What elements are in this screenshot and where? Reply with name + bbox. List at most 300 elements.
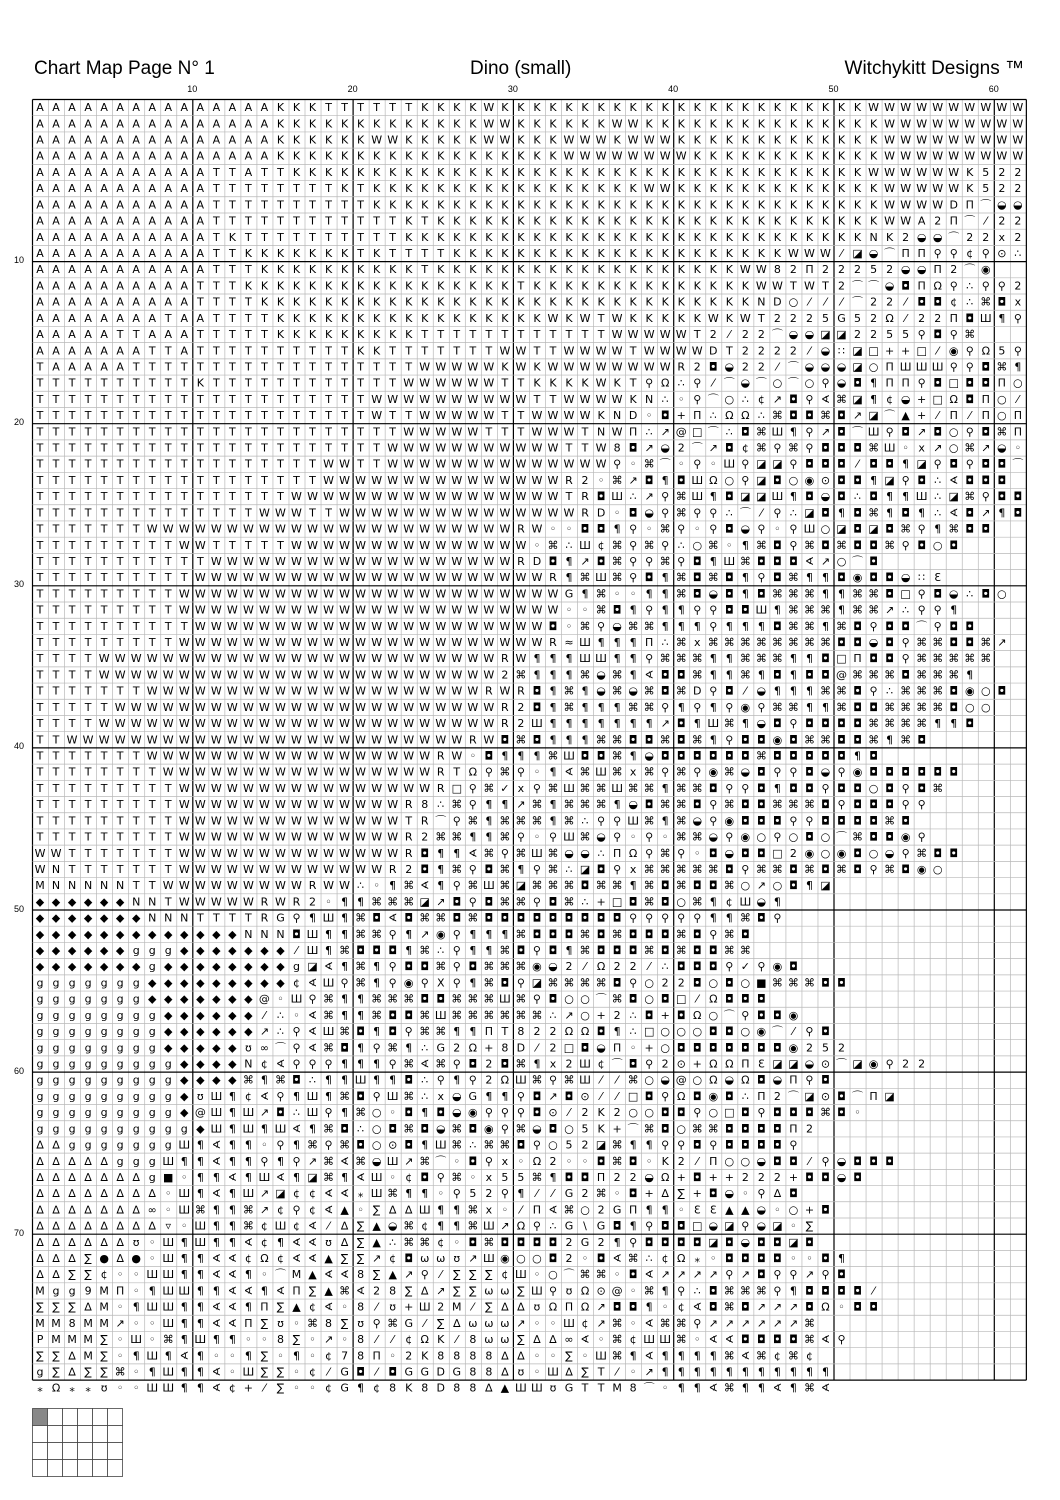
grid-cell-symbol: ⌘ <box>531 879 542 892</box>
grid-cell-symbol: T <box>388 409 396 422</box>
grid-cell-symbol: ¶ <box>485 944 492 957</box>
grid-cell-symbol: A <box>84 117 92 130</box>
grid-cell-symbol: ¶ <box>517 750 524 763</box>
grid-cell-symbol: K <box>421 296 429 309</box>
grid-cell-symbol: ¶ <box>662 1203 669 1216</box>
grid-cell-symbol: T <box>581 328 589 341</box>
grid-cell-symbol: ⌘ <box>612 993 623 1006</box>
grid-cell-symbol: Ш <box>772 425 784 438</box>
grid-cell-symbol: T <box>308 231 316 244</box>
grid-cell-symbol: W <box>499 490 510 503</box>
grid-cell-symbol: ⌘ <box>676 490 687 503</box>
grid-cell-symbol: K <box>581 263 589 276</box>
grid-cell-symbol: ◘ <box>629 944 638 957</box>
grid-cell-symbol: ◘ <box>821 863 830 876</box>
grid-cell-symbol: K <box>613 296 621 309</box>
grid-cell-symbol: g <box>149 1171 156 1184</box>
grid-cell-symbol: ʊ <box>518 1365 525 1378</box>
grid-cell-symbol: ⚲ <box>677 912 685 925</box>
grid-cell-symbol: K <box>485 198 493 211</box>
grid-cell-symbol: ⌘ <box>804 587 815 600</box>
grid-cell-symbol: K <box>501 279 509 292</box>
grid-cell-symbol: ◆ <box>196 928 205 941</box>
grid-cell-symbol: M <box>292 1268 302 1281</box>
grid-cell-symbol: ¶ <box>357 993 364 1006</box>
grid-cell-symbol: W <box>580 360 591 373</box>
page-map-cell <box>63 1460 78 1477</box>
grid-cell-symbol: ⌘ <box>419 912 430 925</box>
grid-cell-symbol: ⌒ <box>1012 458 1023 471</box>
grid-cell-symbol: W <box>163 750 174 763</box>
grid-cell-symbol: W <box>676 344 687 357</box>
grid-cell-symbol: ¶ <box>1014 360 1021 373</box>
grid-cell-symbol: ⊙ <box>388 1139 397 1152</box>
grid-cell-symbol: ⌘ <box>243 1220 254 1233</box>
grid-cell-symbol: ⚲ <box>485 766 493 779</box>
grid-cell-symbol: W <box>291 539 302 552</box>
grid-cell-symbol: ⌒ <box>772 1025 783 1038</box>
grid-cell-symbol: g <box>165 1122 172 1135</box>
grid-cell-symbol: ◆ <box>180 1025 189 1038</box>
grid-cell-symbol: ¶ <box>469 976 476 989</box>
grid-cell-symbol: g <box>133 1139 140 1152</box>
grid-cell-symbol: ⚲ <box>437 1171 445 1184</box>
grid-cell-symbol: W <box>900 117 911 130</box>
grid-cell-symbol: K <box>662 1155 670 1168</box>
grid-cell-symbol: Ш <box>483 879 495 892</box>
grid-cell-symbol: A <box>116 117 124 130</box>
grid-cell-symbol: K <box>742 182 750 195</box>
grid-cell-symbol: ¶ <box>389 879 396 892</box>
grid-cell-symbol: W <box>355 587 366 600</box>
grid-cell-symbol: ◘ <box>709 960 718 973</box>
grid-cell-symbol: ¶ <box>453 1203 460 1216</box>
grid-cell-symbol: ω <box>420 1252 429 1265</box>
grid-cell-symbol: ω <box>436 1252 445 1265</box>
grid-cell-symbol: g <box>69 1122 76 1135</box>
grid-cell-symbol: 5 <box>982 166 989 179</box>
grid-cell-symbol: ¶ <box>341 1106 348 1119</box>
grid-cell-symbol: K <box>549 150 557 163</box>
grid-cell-symbol: 8 <box>485 1365 492 1378</box>
grid-cell-symbol: T <box>372 377 380 390</box>
grid-cell-symbol: Π <box>597 1171 605 1184</box>
grid-cell-symbol: W <box>467 701 478 714</box>
grid-cell-symbol: W <box>483 604 494 617</box>
grid-cell-symbol: W <box>467 668 478 681</box>
grid-cell-symbol: K <box>373 328 381 341</box>
grid-cell-symbol: T <box>132 750 140 763</box>
grid-cell-symbol: T <box>116 782 124 795</box>
grid-cell-symbol: K <box>533 231 541 244</box>
grid-cell-symbol: T <box>148 636 156 649</box>
grid-cell-symbol: K <box>613 247 621 260</box>
grid-cell-symbol: ◦ <box>181 1220 188 1233</box>
grid-cell-symbol: W <box>211 701 222 714</box>
grid-cell-symbol: g <box>101 1122 108 1135</box>
grid-cell-symbol: K <box>758 101 766 114</box>
grid-cell-symbol: 2 <box>758 344 765 357</box>
grid-cell-symbol: ◘ <box>645 1009 654 1022</box>
grid-cell-symbol: ¶ <box>838 587 845 600</box>
grid-cell-symbol: T <box>132 863 140 876</box>
grid-cell-symbol: ◦ <box>149 1317 156 1330</box>
grid-cell-symbol: Ш <box>194 1236 206 1249</box>
grid-cell-symbol: ◘ <box>693 1041 702 1054</box>
grid-cell-symbol: ⌘ <box>564 1203 575 1216</box>
grid-cell-symbol: T <box>52 425 60 438</box>
grid-cell-symbol: W <box>179 636 190 649</box>
grid-cell-symbol: T <box>116 393 124 406</box>
grid-cell-symbol: T <box>36 490 44 503</box>
grid-cell-symbol: ¶ <box>662 474 669 487</box>
grid-cell-symbol: W <box>900 182 911 195</box>
grid-cell-symbol: Π <box>869 1090 877 1103</box>
grid-cell-symbol: ⚲ <box>292 1025 300 1038</box>
grid-cell-symbol: ⌘ <box>900 717 911 730</box>
grid-cell-symbol: W <box>291 604 302 617</box>
grid-cell-symbol: W <box>339 587 350 600</box>
grid-cell-symbol: T <box>132 814 140 827</box>
column-number-label: 60 <box>989 84 999 94</box>
grid-cell-symbol: W <box>371 733 382 746</box>
grid-cell-symbol: T <box>292 442 300 455</box>
grid-cell-symbol: ∴ <box>469 1139 476 1152</box>
grid-cell-symbol: 2 <box>806 312 813 325</box>
grid-cell-symbol: ◘ <box>901 506 910 519</box>
grid-cell-symbol: 2 <box>678 1155 685 1168</box>
grid-cell-symbol: ⌘ <box>692 733 703 746</box>
grid-cell-symbol: N <box>52 879 60 892</box>
grid-cell-symbol: ¶ <box>742 717 749 730</box>
grid-cell-symbol: W <box>339 814 350 827</box>
grid-cell-symbol: ¶ <box>325 944 332 957</box>
grid-cell-symbol: ∆ <box>51 1139 60 1152</box>
grid-cell-symbol: ∆ <box>35 1139 44 1152</box>
grid-cell-symbol: ◘ <box>693 1090 702 1103</box>
grid-cell-symbol: ∴ <box>437 798 444 811</box>
grid-cell-symbol: T <box>212 312 220 325</box>
grid-cell-symbol: ⚲ <box>292 1155 300 1168</box>
grid-cell-symbol: W <box>339 636 350 649</box>
grid-cell-symbol: T <box>324 506 332 519</box>
grid-cell-symbol: ⚲ <box>1014 344 1022 357</box>
grid-cell-symbol: ◪ <box>756 474 766 487</box>
grid-cell-symbol: □ <box>644 1025 654 1038</box>
grid-cell-symbol: ¶ <box>710 1365 717 1378</box>
grid-cell-symbol: ⁄ <box>693 1155 700 1168</box>
grid-cell-symbol: K <box>646 231 654 244</box>
grid-cell-symbol: W <box>179 831 190 844</box>
grid-cell-symbol: ◪ <box>852 393 862 406</box>
grid-cell-symbol: T <box>260 409 268 422</box>
grid-cell-symbol: ◘ <box>773 1009 782 1022</box>
grid-cell-symbol: ◘ <box>869 571 878 584</box>
grid-cell-symbol: ◒ <box>532 1122 542 1135</box>
grid-cell-symbol: ⌘ <box>676 571 687 584</box>
grid-cell-symbol: W <box>403 539 414 552</box>
grid-cell-symbol: ⌘ <box>467 1203 478 1216</box>
grid-cell-symbol: ¶ <box>181 1301 188 1314</box>
grid-cell-symbol: ∴ <box>710 409 717 422</box>
grid-cell-symbol: ¢ <box>101 1268 108 1281</box>
grid-cell-symbol: ∆ <box>99 1187 108 1200</box>
grid-cell-symbol: T <box>132 766 140 779</box>
grid-cell-symbol: K <box>662 296 670 309</box>
grid-cell-symbol: ◘ <box>837 1090 846 1103</box>
grid-cell-symbol: ¶ <box>181 1268 188 1281</box>
grid-cell-symbol: ⌘ <box>644 620 655 633</box>
grid-cell-symbol: ∑ <box>84 1252 92 1265</box>
grid-cell-symbol: ∢ <box>292 1252 301 1265</box>
grid-cell-symbol: 2 <box>517 717 524 730</box>
grid-cell-symbol: W <box>355 652 366 665</box>
designer-name: Witchykitt Designs ™ <box>845 58 1024 80</box>
page-title: Chart Map Page N° 1 <box>34 58 215 80</box>
grid-cell-symbol: ∴ <box>742 1090 749 1103</box>
grid-cell-symbol: W <box>515 393 526 406</box>
grid-cell-symbol: T <box>292 198 300 211</box>
grid-cell-symbol: ∴ <box>582 814 589 827</box>
grid-cell-symbol: ↗ <box>596 1317 605 1330</box>
grid-cell-symbol: Ш <box>162 1284 174 1297</box>
grid-cell-symbol: K <box>886 231 894 244</box>
grid-cell-symbol: ◘ <box>661 944 670 957</box>
grid-cell-symbol: ◘ <box>725 863 734 876</box>
grid-cell-symbol: ◘ <box>452 895 461 908</box>
grid-cell-symbol: g <box>101 1090 108 1103</box>
grid-cell-symbol: K <box>597 166 605 179</box>
grid-cell-symbol: 8 <box>277 1333 284 1346</box>
grid-cell-symbol: W <box>243 668 254 681</box>
grid-cell-symbol: ○ <box>676 1025 686 1038</box>
grid-cell-symbol: W <box>323 701 334 714</box>
page-map-cell <box>78 1443 93 1460</box>
grid-cell-symbol: W <box>243 523 254 536</box>
grid-cell-symbol: ⚲ <box>325 1057 333 1070</box>
grid-cell-symbol: ʊ <box>277 1317 284 1330</box>
grid-cell-symbol: Ш <box>307 928 319 941</box>
grid-cell-symbol: ◘ <box>741 1252 750 1265</box>
grid-cell-symbol: g <box>85 1041 92 1054</box>
grid-cell-symbol: ◘ <box>821 1252 830 1265</box>
grid-cell-symbol: ∆ <box>148 1187 157 1200</box>
grid-cell-symbol: K <box>501 296 509 309</box>
grid-cell-symbol: A <box>148 101 156 114</box>
grid-cell-symbol: Ш <box>162 1236 174 1249</box>
grid-cell-symbol: Ω <box>469 766 477 779</box>
grid-cell-symbol: W <box>483 717 494 730</box>
grid-cell-symbol: ◘ <box>805 1106 814 1119</box>
grid-cell-symbol: ⚲ <box>613 863 621 876</box>
grid-cell-symbol: K <box>806 150 814 163</box>
grid-cell-symbol: W <box>307 539 318 552</box>
grid-cell-symbol: ⚲ <box>725 782 733 795</box>
grid-cell-symbol: ¶ <box>229 1106 236 1119</box>
grid-cell-symbol: ¶ <box>678 1349 685 1362</box>
grid-cell-symbol: A <box>68 101 76 114</box>
grid-cell-symbol: ∢ <box>805 555 814 568</box>
grid-cell-symbol: T <box>292 409 300 422</box>
grid-cell-symbol: T <box>36 587 44 600</box>
grid-cell-symbol: W <box>403 377 414 390</box>
grid-cell-symbol: W <box>660 344 671 357</box>
grid-cell-symbol: ∆ <box>67 1236 76 1249</box>
grid-cell-symbol: ⌒ <box>275 1041 286 1054</box>
grid-cell-symbol: T <box>84 652 92 665</box>
grid-cell-symbol: Ω <box>581 1025 589 1038</box>
grid-cell-symbol: ∴ <box>886 685 893 698</box>
grid-cell-symbol: ⌒ <box>964 263 975 276</box>
grid-cell-symbol: W <box>435 701 446 714</box>
grid-cell-symbol: W <box>355 604 366 617</box>
grid-cell-symbol: T <box>196 912 204 925</box>
grid-cell-symbol: T <box>260 458 268 471</box>
grid-cell-symbol: ◘ <box>853 523 862 536</box>
grid-cell-symbol: T <box>84 831 92 844</box>
grid-cell-symbol: ⚲ <box>950 247 958 260</box>
grid-cell-symbol: 8 <box>469 1349 476 1362</box>
grid-cell-symbol: ¶ <box>790 685 797 698</box>
grid-cell-symbol: g <box>149 1090 156 1103</box>
grid-cell-symbol: W <box>163 717 174 730</box>
grid-cell-symbol: ∆ <box>99 1236 108 1249</box>
grid-cell-symbol: W <box>531 474 542 487</box>
grid-cell-symbol: W <box>660 134 671 147</box>
grid-cell-symbol: K <box>870 150 878 163</box>
grid-cell-symbol: T <box>100 636 108 649</box>
grid-cell-symbol: ⁄ <box>533 1041 540 1054</box>
grid-cell-symbol: T <box>100 847 108 860</box>
grid-cell-symbol: ⌘ <box>868 717 879 730</box>
grid-cell-symbol: ▿ <box>165 1220 171 1233</box>
grid-cell-symbol: ¶ <box>501 798 508 811</box>
grid-cell-symbol: T <box>100 539 108 552</box>
grid-cell-symbol: T <box>292 215 300 228</box>
grid-cell-symbol: W <box>371 571 382 584</box>
grid-cell-symbol: W <box>499 523 510 536</box>
grid-cell-symbol: ◆ <box>164 928 173 941</box>
grid-cell-symbol: T <box>292 377 300 390</box>
grid-cell-symbol: W <box>291 750 302 763</box>
grid-cell-symbol: ∴ <box>421 1090 428 1103</box>
grid-cell-symbol: ⌒ <box>692 442 703 455</box>
grid-cell-symbol: ◪ <box>740 490 750 503</box>
grid-cell-symbol: W <box>964 150 975 163</box>
grid-cell-symbol: T <box>276 409 284 422</box>
grid-cell-symbol: ◘ <box>741 750 750 763</box>
grid-cell-symbol: ¶ <box>902 458 909 471</box>
grid-cell-symbol: A <box>148 328 156 341</box>
grid-cell-symbol: T <box>388 377 396 390</box>
grid-cell-symbol: ∆ <box>452 1317 461 1330</box>
grid-cell-symbol: ◘ <box>661 928 670 941</box>
grid-cell-symbol: W <box>307 523 318 536</box>
grid-cell-symbol: W <box>211 604 222 617</box>
grid-cell-symbol: ◘ <box>629 506 638 519</box>
grid-cell-symbol: ⌘ <box>932 652 943 665</box>
grid-cell-symbol: ⌒ <box>884 247 895 260</box>
grid-cell-symbol: ʊ <box>101 1382 108 1395</box>
grid-cell-symbol: K <box>533 377 541 390</box>
grid-cell-symbol: ¶ <box>197 1382 204 1395</box>
grid-cell-symbol: g <box>37 1090 44 1103</box>
grid-cell-symbol: ¶ <box>245 1268 252 1281</box>
grid-cell-symbol: W <box>355 798 366 811</box>
grid-cell-symbol: Π <box>950 409 958 422</box>
grid-cell-symbol: ¶ <box>790 490 797 503</box>
grid-cell-symbol: Ш <box>243 1106 255 1119</box>
grid-cell-symbol: ◉ <box>853 571 863 584</box>
grid-cell-symbol: W <box>435 555 446 568</box>
grid-cell-symbol: T <box>36 831 44 844</box>
grid-cell-symbol: ◪ <box>852 360 862 373</box>
grid-cell-symbol: ∆ <box>83 1187 92 1200</box>
grid-cell-symbol: ⚲ <box>533 782 541 795</box>
grid-cell-symbol: W <box>275 750 286 763</box>
grid-cell-symbol: T <box>212 474 220 487</box>
grid-cell-symbol: K <box>646 215 654 228</box>
grid-cell-symbol: W <box>403 587 414 600</box>
grid-cell-symbol: W <box>419 766 430 779</box>
grid-cell-symbol: W <box>451 360 462 373</box>
grid-cell-symbol: ⌘ <box>596 782 607 795</box>
grid-cell-symbol: ∑ <box>517 1284 525 1297</box>
grid-cell-symbol: W <box>515 587 526 600</box>
grid-cell-symbol: K <box>806 182 814 195</box>
grid-cell-symbol: ▲ <box>725 1203 734 1216</box>
grid-cell-symbol: ⚲ <box>308 1057 316 1070</box>
grid-cell-symbol: A <box>116 215 124 228</box>
grid-cell-symbol: ○ <box>805 377 815 390</box>
grid-cell-symbol: W <box>467 652 478 665</box>
grid-cell-symbol: K <box>630 312 638 325</box>
grid-cell-symbol: 8 <box>453 1382 460 1395</box>
grid-cell-symbol: K <box>597 409 605 422</box>
grid-cell-symbol: K <box>565 231 573 244</box>
grid-cell-symbol: ◘ <box>661 750 670 763</box>
grid-cell-symbol: W <box>131 668 142 681</box>
grid-cell-symbol: ◦ <box>1015 442 1022 455</box>
grid-cell-symbol: T <box>404 344 412 357</box>
grid-cell-symbol: ◪ <box>756 458 766 471</box>
grid-cell-symbol: ⌘ <box>323 1041 334 1054</box>
grid-cell-symbol: W <box>596 458 607 471</box>
grid-cell-symbol: K <box>662 117 670 130</box>
grid-cell-symbol: W <box>499 442 510 455</box>
grid-cell-symbol: K <box>389 150 397 163</box>
grid-cell-symbol: W <box>243 831 254 844</box>
grid-cell-symbol: ¶ <box>790 668 797 681</box>
grid-cell-symbol: K <box>710 182 718 195</box>
grid-cell-symbol: ⚲ <box>837 1333 845 1346</box>
grid-cell-symbol: W <box>227 879 238 892</box>
grid-cell-symbol: ⌒ <box>884 409 895 422</box>
grid-cell-symbol: ¶ <box>389 1074 396 1087</box>
grid-cell-symbol: ¶ <box>341 1009 348 1022</box>
grid-cell-symbol: T <box>260 442 268 455</box>
grid-cell-symbol: W <box>451 409 462 422</box>
grid-cell-symbol: ◘ <box>885 782 894 795</box>
grid-cell-symbol: T <box>517 425 525 438</box>
grid-cell-symbol: ∆ <box>340 1236 349 1249</box>
grid-cell-symbol: W <box>211 766 222 779</box>
grid-cell-symbol: T <box>324 198 332 211</box>
grid-cell-symbol: K <box>630 166 638 179</box>
grid-cell-symbol: T <box>132 409 140 422</box>
grid-cell-symbol: K <box>630 247 638 260</box>
grid-cell-symbol: 2 <box>453 1041 460 1054</box>
